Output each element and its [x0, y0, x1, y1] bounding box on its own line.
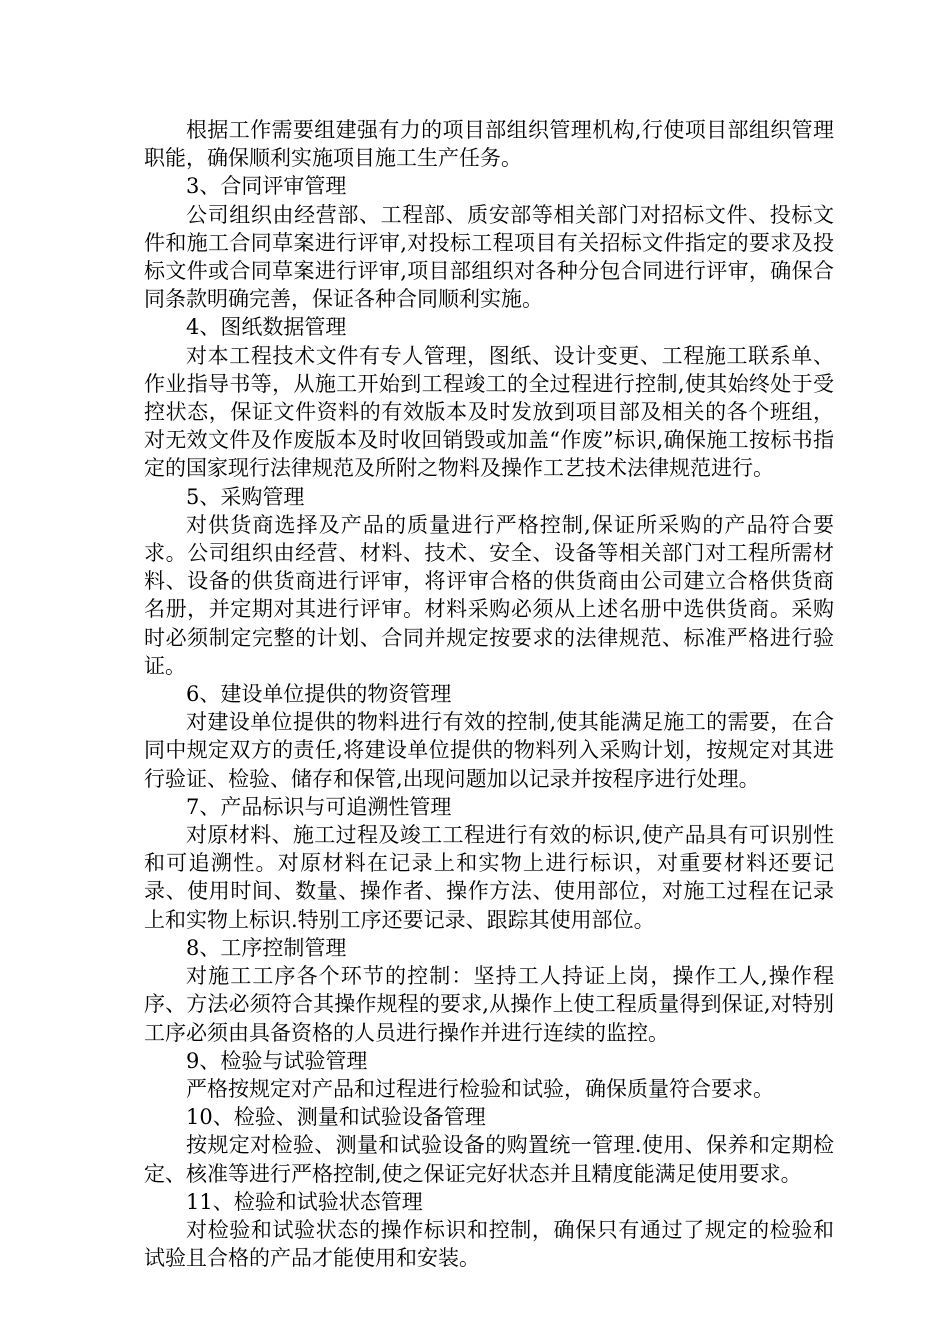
paragraph-contract-review: 公司组织由经营部、工程部、质安部等相关部门对招标文件、投标文件和施工合同草案进行评审,对投标工程项目有关招标文件指定的要求及投标文件或合同草案进行评审,项目部组织对各种分包合同进行评审，确保合同条款明确完善，保证各种合同顺利实施。: [144, 202, 834, 312]
heading-contract-review: 3、合同评审管理: [186, 174, 347, 199]
heading-inspection-testing: 9、检验与试验管理: [186, 1048, 368, 1073]
paragraph-procurement: 对供货商选择及产品的质量进行严格控制,保证所采购的产品符合要求。公司组织由经营、材料、技术、安全、设备等相关部门对工程所需材料、设备的供货商进行评审，将评审合格的供货商由公司建立合格供货商名册，并定期对其进行评审。材料采购必须从上述名册中选供货商。采购时必须制定完整的计划、合同并规定按要求的法律规范、标准严格进行验证。: [144, 512, 834, 678]
paragraph-inspection-status: 对检验和试验状态的操作标识和控制，确保只有通过了规定的检验和试验且合格的产品才能使用和安装。: [144, 1217, 834, 1271]
heading-inspection-status: 11、检验和试验状态管理: [186, 1189, 423, 1214]
paragraph-drawing-data: 对本工程技术文件有专人管理，图纸、设计变更、工程施工联系单、作业指导书等，从施工开始到工程竣工的全过程进行控制,使其始终处于受控状态，保证文件资料的有效版本及时发放到项目部及相关的各个班组，对无效文件及作废版本及时收回销毁或加盖“作废”标识,确保施工按标书指定的国家现行法律规范及所附之物料及操作工艺技术法律规范进行。: [144, 343, 834, 481]
heading-process-control: 8、工序控制管理: [186, 935, 347, 960]
document-page: [144, 116, 834, 1272]
heading-client-materials: 6、建设单位提供的物资管理: [186, 682, 452, 707]
paragraph-measuring-equipment: 按规定对检验、测量和试验设备的购置统一管理.使用、保养和定期检定、核准等进行严格控制,使之保证完好状态并且精度能满足使用要求。: [144, 1133, 834, 1186]
heading-procurement: 5、采购管理: [186, 484, 305, 509]
paragraph-client-materials: 对建设单位提供的物料进行有效的控制,使其能满足施工的需要，在合同中规定双方的责任,将建设单位提供的物料列入采购计划，按规定对其进行验证、检验、储存和保管,出现问题加以记录并按程序进行处理。: [144, 710, 834, 791]
paragraph-product-identification: 对原材料、施工过程及竣工工程进行有效的标识,使产品具有可识别性和可追溯性。对原材料在记录上和实物上进行标识，对重要材料还要记录、使用时间、数量、操作者、操作方法、使用部位，对施工过程在记录上和实物上标识.特别工序还要记录、跟踪其使用部位。: [144, 823, 834, 932]
paragraph-process-control: 对施工工序各个环节的控制：坚持工人持证上岗，操作工人,操作程序、方法必须符合其操作规程的要求,从操作上使工程质量得到保证,对特别工序必须由具备资格的人员进行操作并进行连续的监控。: [144, 964, 834, 1045]
heading-drawing-data: 4、图纸数据管理: [186, 315, 347, 340]
heading-measuring-equipment: 10、检验、测量和试验设备管理: [186, 1105, 486, 1130]
paragraph-project-organization: 根据工作需要组建强有力的项目部组织管理机构,行使项目部组织管理职能，确保顺利实施项目施工生产任务。: [144, 118, 834, 171]
paragraph-inspection-testing: 严格按规定对产品和过程进行检验和试验，确保质量符合要求。: [186, 1076, 774, 1101]
heading-product-identification: 7、产品标识与可追溯性管理: [186, 794, 452, 819]
